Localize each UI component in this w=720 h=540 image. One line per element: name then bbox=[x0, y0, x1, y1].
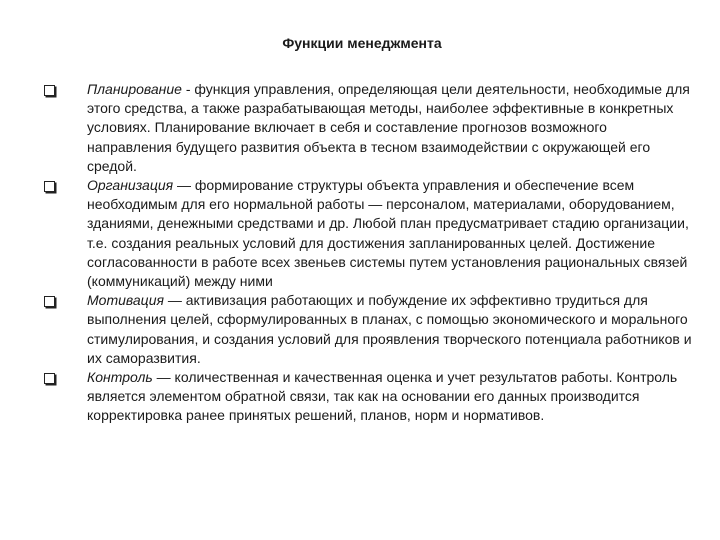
item-text: - функция управления, определяющая цели деятельности, необходимые для этого средства, а также разрабатывающая методы, наиболее эффективные в конкретных условиях. Планирование включает в себя и составление прогнозов возможного направления будущего развития объекта в тесном взаимодействии с окружающей его средой. bbox=[87, 81, 690, 174]
item-text: — активизация работающих и побуждение их эффективно трудиться для выполнения целей, сформулированных в планах, с помощью экономического и морального стимулирования, и создания условий для проявления творческого потенциала работников и их саморазвития. bbox=[87, 292, 692, 366]
checkbox-bullet-icon bbox=[44, 373, 55, 384]
functions-list bbox=[44, 80, 694, 426]
item-term: Организация bbox=[87, 177, 174, 194]
list-item-planning bbox=[44, 80, 694, 176]
item-term: Контроль bbox=[87, 369, 153, 386]
item-text: — формирование структуры объекта управления и обеспечение всем необходимым для его нормальной работы — персоналом, материалами, оборудованием, зданиями, денежными средствами и др. Любой план предусматривает стадию организации, т.е. создания реальных условий для достижения запланированных целей. Достижение согласованности в работе всех звеньев системы путем установления рациональных связей (коммуникаций) между ними bbox=[87, 177, 689, 290]
list-item-motivation bbox=[44, 291, 694, 368]
checkbox-bullet-icon bbox=[44, 85, 55, 96]
item-text: — количественная и качественная оценка и учет результатов работы. Контроль является элементом обратной связи, так как на основании его данных производится корректировка ранее принятых решений, планов, норм и нормативов. bbox=[87, 369, 678, 424]
checkbox-bullet-icon bbox=[44, 296, 55, 307]
list-item-control bbox=[44, 368, 694, 426]
item-term: Мотивация bbox=[87, 292, 164, 309]
item-term: Планирование bbox=[87, 81, 182, 97]
checkbox-bullet-icon bbox=[44, 181, 55, 192]
list-item-organization bbox=[44, 176, 694, 291]
slide-title: Функции менеджмента bbox=[282, 35, 442, 51]
